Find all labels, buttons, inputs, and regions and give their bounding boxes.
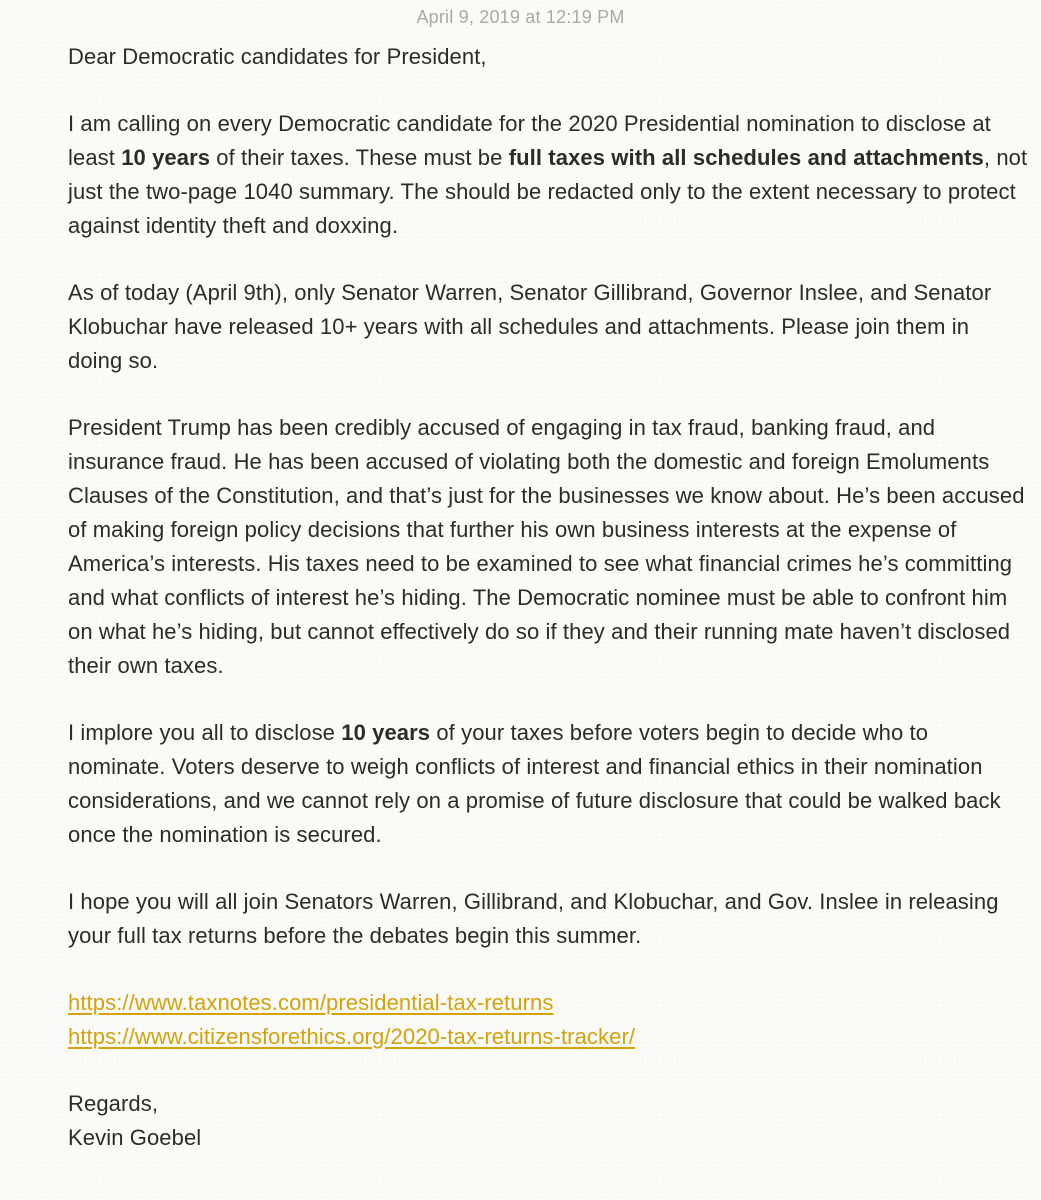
link-taxnotes[interactable]: https://www.taxnotes.com/presidential-tax-returns xyxy=(68,990,554,1015)
link-citizensforethics[interactable]: https://www.citizensforethics.org/2020-tax-returns-tracker/ xyxy=(68,1024,636,1049)
paragraph-request-bold-1: 10 years xyxy=(121,145,211,170)
paragraph-implore-text-1: I implore you all to disclose xyxy=(68,720,342,745)
paragraph-implore xyxy=(68,716,1028,852)
paragraph-request-bold-2: full taxes with all schedules and attachments xyxy=(508,145,984,170)
paragraph-status: As of today (April 9th), only Senator Warren, Senator Gillibrand, Governor Inslee, and Senator Klobuchar have released 10+ years with all schedules and attachments. Please join them in doing so. xyxy=(68,280,992,373)
note-timestamp: April 9, 2019 at 12:19 PM xyxy=(416,7,625,27)
paragraph-request-text-3: , not just the two-page 1040 summary. The should be redacted only to the extent necessary to protect against identity theft and doxxing. xyxy=(68,145,1028,238)
links-block xyxy=(68,986,1028,1054)
note-body[interactable] xyxy=(68,40,1028,1188)
paragraph-implore-bold: 10 years xyxy=(341,720,431,745)
paragraph-trump: President Trump has been credibly accused of engaging in tax fraud, banking fraud, and insurance fraud. He has been accused of violating both the domestic and foreign Emoluments Clauses of the Constitution, and that’s just for the businesses we know about. He’s been accused of making foreign policy decisions that further his own business interests at the expense of America’s interests. His taxes need to be examined to see what financial crimes he’s committing and what conflicts of interest he’s hiding. The Democratic nominee must be able to confront him on what he’s hiding, but cannot effectively do so if they and their running mate haven’t disclosed their own taxes. xyxy=(68,415,1025,678)
signature: Kevin Goebel xyxy=(68,1125,202,1150)
salutation: Dear Democratic candidates for President, xyxy=(68,44,487,69)
paragraph-request xyxy=(68,107,1028,243)
paragraph-request-text-2: of their taxes. These must be xyxy=(210,145,509,170)
paragraph-hope: I hope you will all join Senators Warren, Gillibrand, and Klobuchar, and Gov. Inslee in releasing your full tax returns before the debates begin this summer. xyxy=(68,889,999,948)
paragraph-implore-text-2: of your taxes before voters begin to decide who to nominate. Voters deserve to weigh conflicts of interest and financial ethics in their nomination considerations, and we cannot rely on a promise of future disclosure that could be walked back once the nomination is secured. xyxy=(68,720,1001,847)
signoff-block xyxy=(68,1087,1028,1155)
closing: Regards, xyxy=(68,1091,159,1116)
paragraph-request-text-1: I am calling on every Democratic candidate for the 2020 Presidential nomination to disclose at least xyxy=(68,111,991,170)
